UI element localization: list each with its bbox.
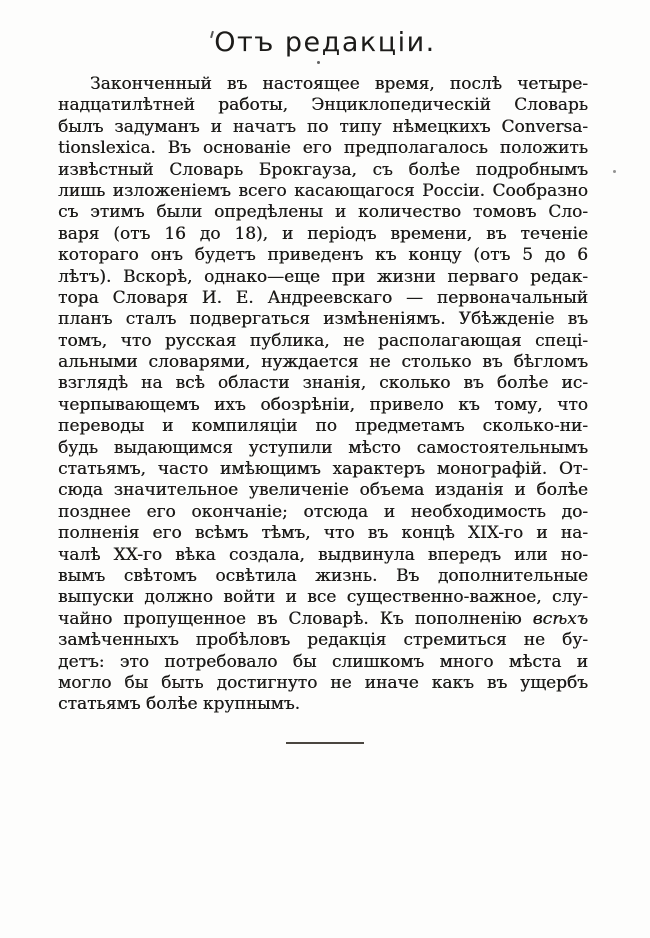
text-line xyxy=(58,609,588,630)
text-line: Законченный въ настоящее время, послѣ четыре- xyxy=(90,74,588,94)
text-line: планъ сталъ подвергаться измѣненіямъ. Убѣжденіе въ xyxy=(58,309,588,330)
text-segment: чайно пропущенное въ Словарѣ. Къ пополненію xyxy=(58,608,533,629)
text-line: взглядѣ на всѣ области знанія, сколько въ болѣе ис- xyxy=(58,373,588,394)
text-line: замѣченныхъ пробѣловъ редакція стремиться не бу- xyxy=(58,630,588,651)
text-line: тора Словаря И. Е. Андреевскаго — первоначальный xyxy=(58,287,588,308)
text-line: былъ задуманъ и начатъ по типу нѣмецкихъ Conversa- xyxy=(58,116,588,137)
text-line: извѣстный Словарь Брокгауза, съ болѣе подробнымъ xyxy=(58,159,588,180)
text-line: вымъ свѣтомъ освѣтила жизнь. Въ дополнительные xyxy=(58,565,588,586)
text-line: могло бы быть достигнуто не иначе какъ въ ущербъ xyxy=(58,672,588,693)
text-line: сюда значительное увеличеніе объема изданія и болѣе xyxy=(58,480,588,501)
text-line: полненія его всѣмъ тѣмъ, что въ концѣ XIX-го и на- xyxy=(58,523,588,544)
page-title: Отъ редакціи. xyxy=(214,27,436,58)
text-line: надцатилѣтней работы, Энциклопедическій Словарь xyxy=(58,95,588,116)
text-line: томъ, что русская публика, не располагающая спеці- xyxy=(58,330,588,351)
text-line: лѣтъ). Вскорѣ, однако—еще при жизни перваго редак- xyxy=(58,266,588,287)
paragraph xyxy=(58,74,588,716)
text-line: переводы и компиляціи по предметамъ сколько-ни- xyxy=(58,416,588,437)
text-line: лишь изложеніемъ всего касающагося Россіи. Сообразно xyxy=(58,180,588,201)
text-line: варя (отъ 16 до 18), и періодъ времени, въ теченіе xyxy=(58,223,588,244)
scan-speck xyxy=(317,61,320,64)
text-line: альными словарями, нуждается не столько въ бѣгломъ xyxy=(58,352,588,373)
text-line: детъ: это потребовало бы слишкомъ много мѣста и xyxy=(58,651,588,672)
text-line: чалѣ XX-го вѣка создала, выдвинула впередъ или но- xyxy=(58,544,588,565)
text-line: статьямъ, часто имѣющимъ характеръ монографій. От- xyxy=(58,459,588,480)
scan-speck xyxy=(613,170,616,173)
text-line: tionslexica. Въ основаніе его предполагалось положить xyxy=(58,138,588,159)
section-divider-rule xyxy=(286,742,364,744)
text-line: котораго онъ будетъ приведенъ къ концу (отъ 5 до 6 xyxy=(58,245,588,266)
text-line: съ этимъ были опредѣлены и количество томовъ Сло- xyxy=(58,202,588,223)
text-line: будь выдающимся уступили мѣсто самостоятельнымъ xyxy=(58,437,588,458)
italic-word: всѣхъ xyxy=(532,608,588,629)
text-line: выпуски должно войти и все существенно-важное, слу- xyxy=(58,587,588,608)
text-line: позднее его окончаніе; отсюда и необходимость до- xyxy=(58,501,588,522)
text-line: черпывающемъ ихъ обозрѣніи, привело къ тому, что xyxy=(58,394,588,415)
text-line: статьямъ болѣе крупнымъ. xyxy=(58,694,301,715)
